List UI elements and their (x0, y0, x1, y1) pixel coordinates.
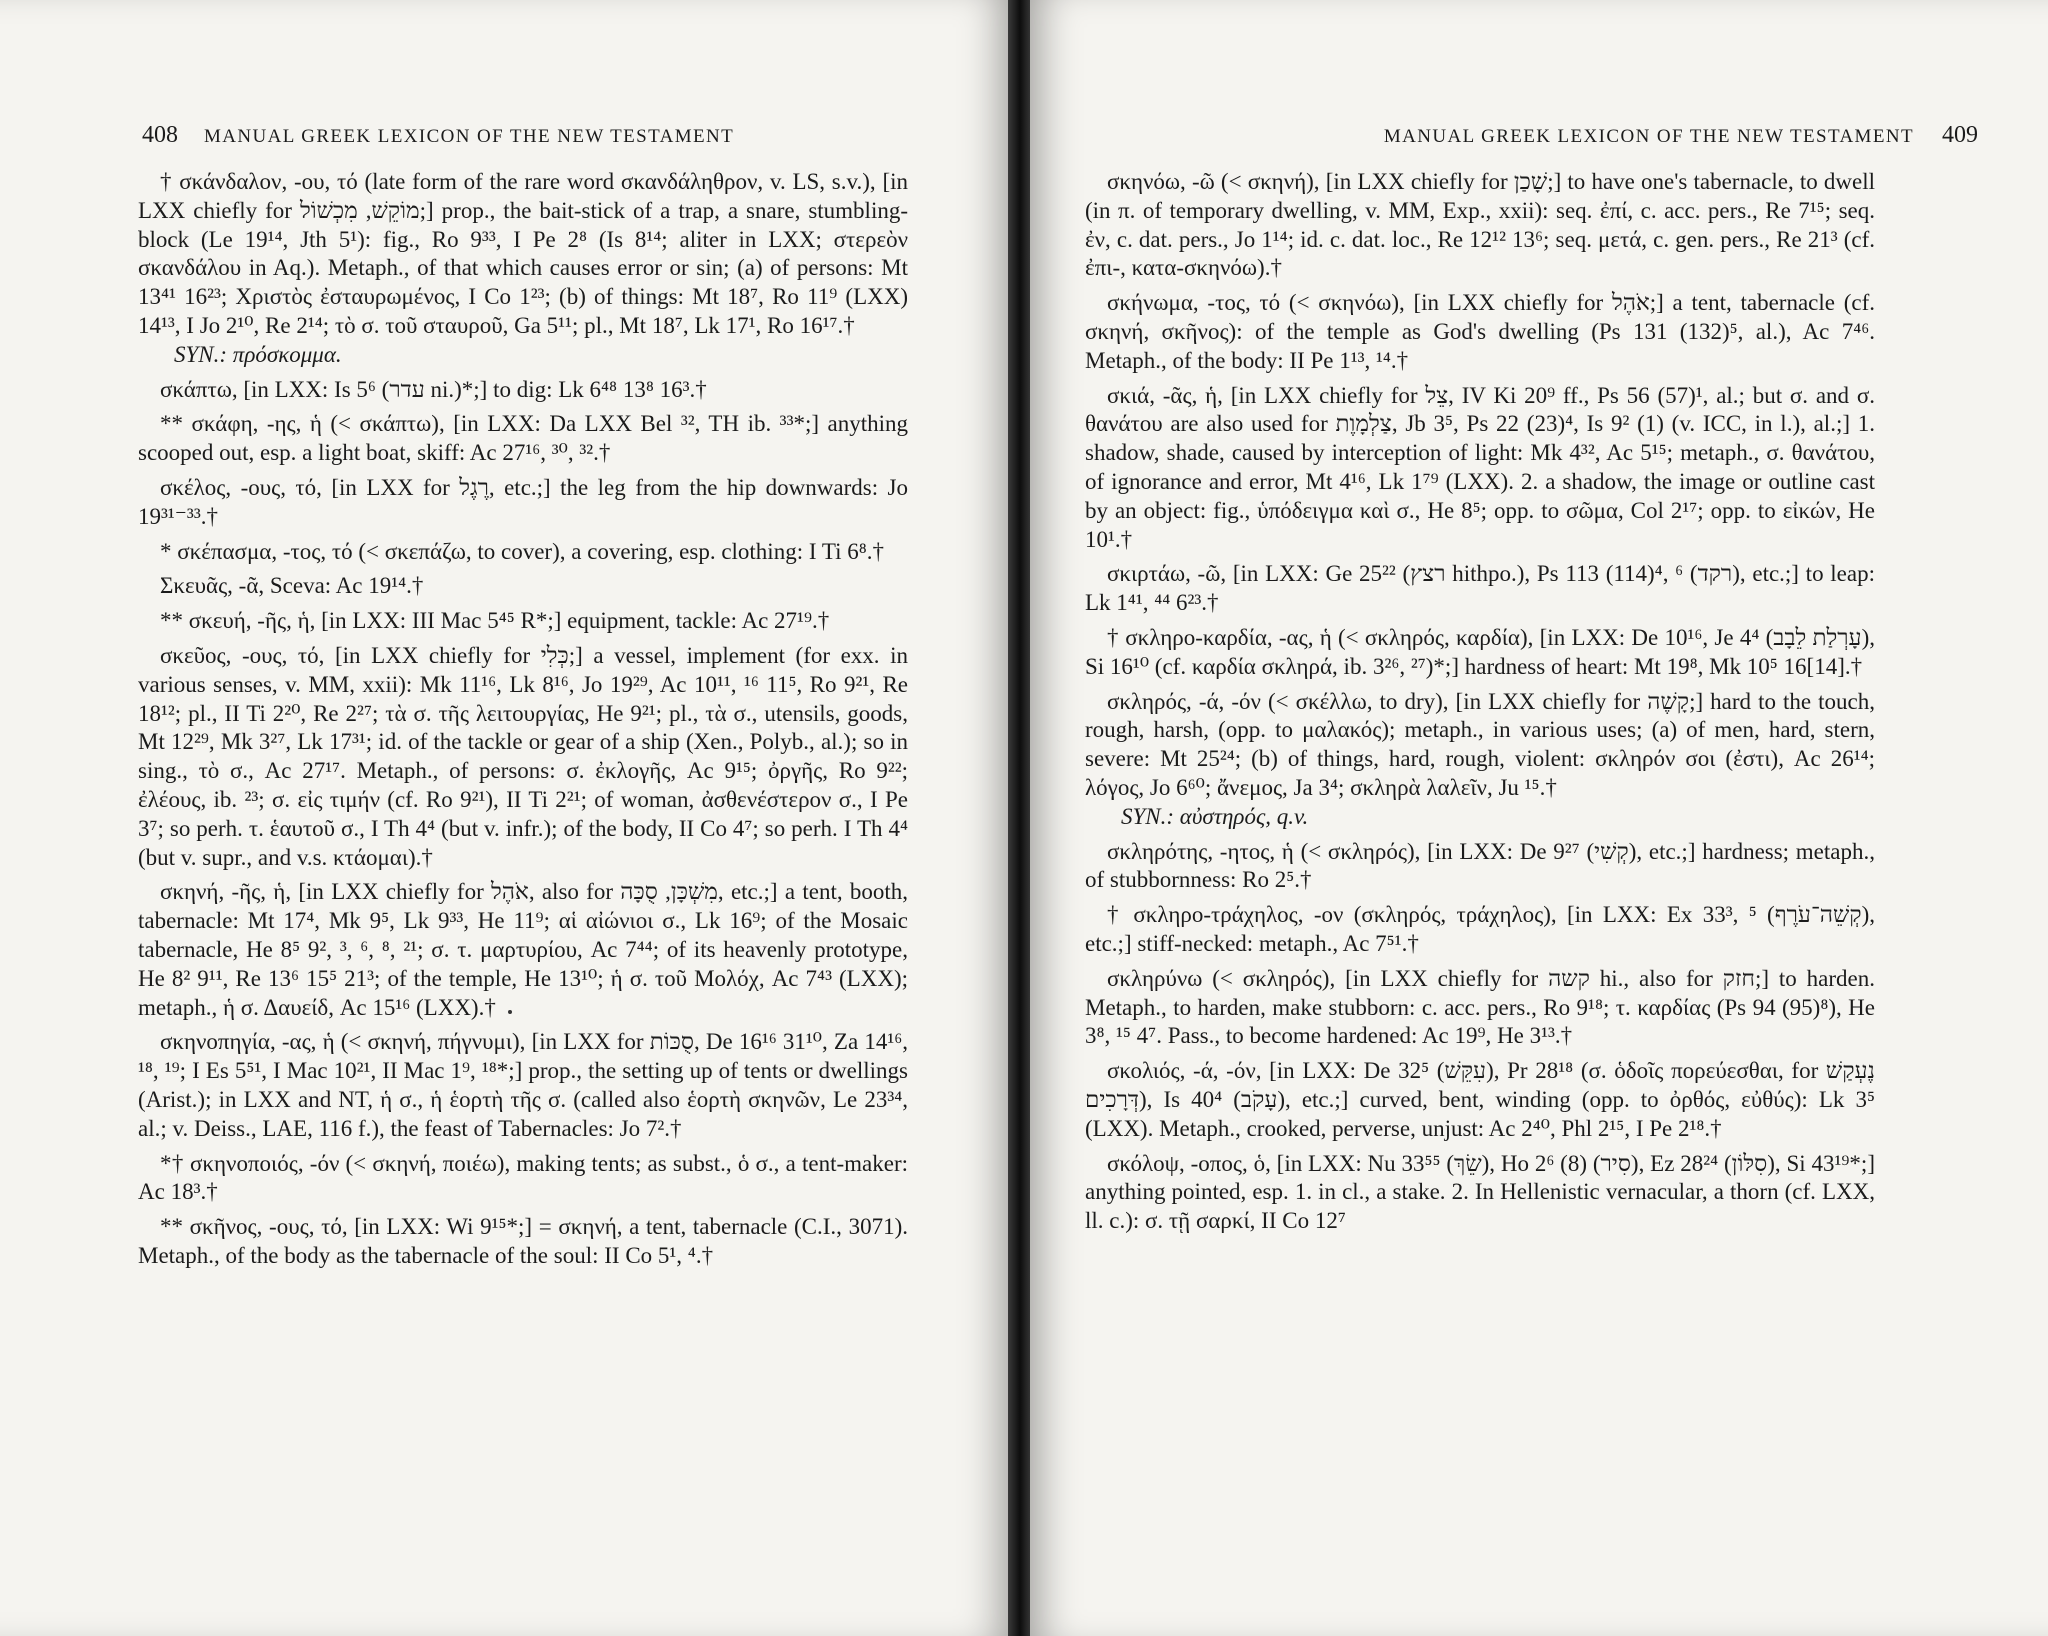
lexicon-entry (1085, 289, 1875, 375)
entry-synonym: SYN.: αὐστηρός, q.v. (1121, 803, 1309, 829)
lexicon-entry (1085, 560, 1875, 618)
entry-text: σκληρότης, -ητος, ἡ (< σκληρός), [in LXX: De 9²⁷ (קְשִׁי), etc.;] hardness; metaph., of stubbornness: Ro 2⁵.† (1085, 838, 1875, 893)
lexicon-entry (1085, 1150, 1875, 1236)
lexicon-entry (1085, 688, 1875, 832)
entry-text: σκιά, -ᾶς, ἡ, [in LXX chiefly for צֵל, IV Ki 20⁹ ff., Ps 56 (57)¹, al.; but σ. and σ. θανάτου are also used for צַלְמָוֶת, Jb 3⁵, Ps 22 (23)⁴, Is 9² (1) (v. ICC, in l.), al.;] 1. shadow, shade, caused by interception of light: Mk 4³², Ac 5¹⁵; metaph., σ. θανάτου, of ignorance and error, Mt 4¹⁶, Lk 1⁷⁹ (LXX). 2. a shadow, the image or outline cast by an object: fig., ὑπόδειγμα καὶ σ., He 8⁵; opp. to σῶμα, Col 2¹⁷; opp. to εἰκών, He 10¹.† (1085, 382, 1875, 552)
entry-text: ** σκῆνος, -ους, τό, [in LXX: Wi 9¹⁵*;] = σκηνή, a tent, tabernacle (C.I., 3071). Metaph., of the body as the tabernacle of the soul: II Co 5¹, ⁴.† (138, 1214, 908, 1268)
lexicon-entry (138, 168, 908, 370)
lexicon-entry (1085, 1057, 1875, 1143)
entry-text: σκήνωμα, -τος, τό (< σκηνόω), [in LXX chiefly for אֹהֶל;] a tent, tabernacle (cf. σκηνή, σκῆνος): of the temple as God's dwelling (Ps 131 (132)⁵, al.), Ac 7⁴⁶. Metaph., of the body: II Pe 1¹³, ¹⁴.† (1085, 290, 1875, 373)
lexicon-entry (1085, 838, 1875, 896)
entry-text: *† σκηνοποιός, -όν (< σκηνή, ποιέω), making tents; as subst., ὁ σ., a tent-maker: Ac 18³.† (138, 1150, 908, 1205)
entry-text: σκολιός, -ά, -όν, [in LXX: De 32⁵ (עִקֵּשׁ), Pr 28¹⁸ (σ. ὁδοῖς πορεύεσθαι, for נֶעְקַשׁ דְּרָכִים), Is 40⁴ (עָקֹב), etc.;] curved, bent, winding (opp. to ὀρθός, εὐθύς): Lk 3⁵ (LXX). Metaph., crooked, perverse, unjust: Ac 2⁴⁰, Phl 2¹⁵, I Pe 2¹⁸.† (1085, 1058, 1875, 1141)
left-page (0, 0, 1010, 1636)
lexicon-entry (138, 1028, 908, 1143)
entry-text: σκηνοπηγία, -ας, ἡ (< σκηνή, πήγνυμι), [in LXX for סֻכּוֹת, De 16¹⁶ 31¹⁰, Za 14¹⁶, ¹⁸, ¹⁹; I Es 5⁵¹, I Mac 10²¹, II Mac 1⁹, ¹⁸*;] prop., the setting up of tents or dwellings (Arist.); in LXX and NT, ἡ σ., ἡ ἑορτὴ τῆς σ. (called also ἑορτὴ σκηνῶν, Le 23³⁴, al.; v. Deiss., LAE, 116 f.), the feast of Tabernacles: Jo 7².† (138, 1029, 908, 1141)
left-running-head (142, 122, 734, 149)
entry-text: ** σκάφη, -ης, ἡ (< σκάπτω), [in LXX: Da LXX Bel ³², TH ib. ³³*;] anything scooped out, esp. a light boat, skiff: Ac 27¹⁶, ³⁰, ³².† (138, 411, 908, 466)
left-column (138, 168, 908, 1277)
lexicon-entry (138, 474, 908, 532)
entry-text: * σκέπασμα, -τος, τό (< σκεπάζω, to cover), a covering, esp. clothing: I Ti 6⁸.† (160, 538, 884, 564)
entry-text: σκηνόω, -ῶ (< σκηνή), [in LXX chiefly for שָׁכַן;] to have one's tabernacle, to dwell (in π. of temporary dwelling, v. MM, Exp., xxii): seq. ἐπί, c. acc. pers., Re 7¹⁵; seq. ἐν, c. dat. pers., Jo 1¹⁴; id. c. dat. loc., Re 12¹² 13⁶; seq. μετά, c. gen. pers., Re 21³ (cf. ἐπι-, κατα-σκηνόω).† (1085, 169, 1876, 281)
entry-text: σκεῦος, -ους, τό, [in LXX chiefly for כְּלִי;] a vessel, implement (for exx. in various senses, v. MM, xxii): Mk 11¹⁶, Lk 8¹⁶, Jo 19²⁹, Ac 10¹¹, ¹⁶ 11⁵, Ro 9²¹, Re 18¹²; pl., II Ti 2²⁰, Re 2²⁷; τὰ σ. τῆς λειτουργίας, He 9²¹; pl., τὰ σ., utensils, goods, Mt 12²⁹, Mk 3²⁷, Lk 17³¹; id. of the tackle or gear of a ship (Xen., Polyb., al.); so in sing., τὸ σ., Ac 27¹⁷. Metaph., of persons: σ. ἐκλογῆς, Ac 9¹⁵; ὀργῆς, Ro 9²²; ἐλέους, ib. ²³; σ. εἰς τιμήν (cf. Ro 9²¹), II Ti 2²¹; of woman, ἀσθενέστερον σ., I Pe 3⁷; so perh. τ. ἑαυτοῦ σ., I Th 4⁴ (but v. infr.); of the body, II Co 4⁷; so perh. I Th 4⁴ (but v. supr., and v.s. κτάομαι).† (138, 642, 908, 870)
lexicon-entry (138, 607, 908, 636)
lexicon-entry (1085, 168, 1875, 283)
lexicon-entry (138, 376, 908, 405)
entry-text: σκληρύνω (< σκληρός), [in LXX chiefly for קשה hi., also for חזק;] to harden. Metaph., to harden, make stubborn: c. acc. pers., Ro 9¹⁸; τ. καρδίας (Ps 94 (95)⁸), He 3⁸, ¹⁵ 4⁷. Pass., to become hardened: Ac 19⁹, He 3¹³.† (1085, 965, 1875, 1049)
lexicon-entry (138, 1150, 908, 1208)
entry-text: † σκληρο-καρδία, -ας, ἡ (< σκληρός, καρδία), [in LXX: De 10¹⁶, Je 4⁴ (עָרְלַת לֵבָב), Si 16¹⁰ (cf. καρδία σκληρά, ib. 3²⁶, ²⁷)*;] hardness of heart: Mt 19⁸, Mk 10⁵ 16[14].† (1085, 624, 1875, 679)
entry-text: Σκευᾶς, -ᾶ, Sceva: Ac 19¹⁴.† (160, 573, 424, 599)
entry-text: ** σκευή, -ῆς, ἡ, [in LXX: III Mac 5⁴⁵ R*;] equipment, tackle: Ac 27¹⁹.† (160, 608, 830, 634)
entry-text: σκάπτω, [in LXX: Is 5⁶ (עדר ni.)*;] to dig: Lk 6⁴⁸ 13⁸ 16³.† (160, 376, 707, 402)
lexicon-entry (138, 572, 908, 601)
book-gutter (1008, 0, 1032, 1636)
lexicon-entry (138, 1213, 908, 1271)
entry-text: σκληρός, -ά, -όν (< σκέλλω, to dry), [in LXX chiefly for קָשֶׁה;] hard to the touch, rough, harsh, (opp. to μαλακός); metaph., in various uses; (a) of men, hard, stern, severe: Mt 25²⁴; (b) of things, hard, rough, violent: σκληρόν σοι (ἐστι), Ac 26¹⁴; λόγος, Jo 6⁶⁰; ἄνεμος, Ja 3⁴; σκληρὰ λαλεῖν, Ju ¹⁵.† (1085, 688, 1875, 800)
entry-text: σκέλος, -ους, τό, [in LXX for רֶגֶל, etc.;] the leg from the hip downwards: Jo 19³¹⁻³³.† (138, 474, 908, 529)
right-page-number: 409 (1942, 122, 1978, 148)
pencil-mark (508, 1010, 512, 1014)
lexicon-entry (138, 642, 908, 872)
lexicon-entry (1085, 382, 1875, 555)
entry-text: † σκληρο-τράχηλος, -ον (σκληρός, τράχηλος), [in LXX: Ex 33³, ⁵ (קְשֵׁה־עֹרֶף), etc.;] stiff-necked: metaph., Ac 7⁵¹.† (1085, 902, 1875, 956)
entry-synonym: SYN.: πρόσκομμα. (174, 341, 342, 367)
entry-text: σκιρτάω, -ῶ, [in LXX: Ge 25²² (רצץ hithpo.), Ps 113 (114)⁴, ⁶ (רקד), etc.;] to leap: Lk 1⁴¹, ⁴⁴ 6²³.† (1085, 561, 1875, 616)
right-column (1085, 168, 1875, 1242)
right-page (1030, 0, 2048, 1636)
entry-text: σκηνή, -ῆς, ἡ, [in LXX chiefly for אֹהֶל, also for מִשְׁכָּן, סֻכָּה, etc.;] a tent, booth, tabernacle: Mt 17⁴, Mk 9⁵, Lk 9³³, He 11⁹; αἱ αἰώνιοι σ., Lk 16⁹; of the Mosaic tabernacle, He 8⁵ 9², ³, ⁶, ⁸, ²¹; σ. τ. μαρτυρίου, Ac 7⁴⁴; of its heavenly prototype, He 8² 9¹¹, Re 13⁶ 15⁵ 21³; of the temple, He 13¹⁰; ἡ σ. τοῦ Μολόχ, Ac 7⁴³ (LXX); metaph., ἡ σ. Δαυείδ, Ac 15¹⁶ (LXX).† (138, 879, 909, 1020)
left-running-head-title: MANUAL GREEK LEXICON OF THE NEW TESTAMENT (204, 126, 735, 147)
right-running-head (1384, 122, 1978, 149)
lexicon-entry (138, 538, 908, 567)
lexicon-entry (1085, 965, 1875, 1051)
lexicon-entry (1085, 624, 1875, 682)
entry-text: σκόλοψ, -οπος, ὁ, [in LXX: Nu 33⁵⁵ (שֵׂךְ), Ho 2⁶ (8) (סִיר), Ez 28²⁴ (סִלּוֹן), Si 43¹⁹*;] anything pointed, esp. 1. in cl., a stake. 2. In Hellenistic vernacular, a thorn (cf. LXX, ll. c.): σ. τῇ σαρκί, II Co 12⁷ (1085, 1150, 1875, 1234)
lexicon-entry (138, 410, 908, 468)
lexicon-entry (138, 878, 908, 1022)
left-page-number: 408 (142, 122, 178, 148)
lexicon-entry (1085, 901, 1875, 959)
entry-text: † σκάνδαλον, -ου, τό (late form of the rare word σκανδάληθρον, v. LS, s.v.), [in LXX chiefly for מוֹקֵשׁ, מִכְשׁוֹל;] prop., the bait-stick of a trap, a snare, stumbling-block (Le 19¹⁴, Jth 5¹): fig., Ro 9³³, I Pe 2⁸ (Is 8¹⁴; aliter in LXX; στερεὸν σκανδάλου in Aq.). Metaph., of that which causes error or sin; (a) of persons: Mt 13⁴¹ 16²³; Χριστὸς ἐσταυρωμένος, I Co 1²³; (b) of things: Mt 18⁷, Ro 11⁹ (LXX) 14¹³, I Jo 2¹⁰, Re 2¹⁴; τὸ σ. τοῦ σταυροῦ, Ga 5¹¹; pl., Mt 18⁷, Lk 17¹, Ro 16¹⁷.† (138, 169, 908, 338)
right-running-head-title: MANUAL GREEK LEXICON OF THE NEW TESTAMENT (1383, 126, 1914, 147)
